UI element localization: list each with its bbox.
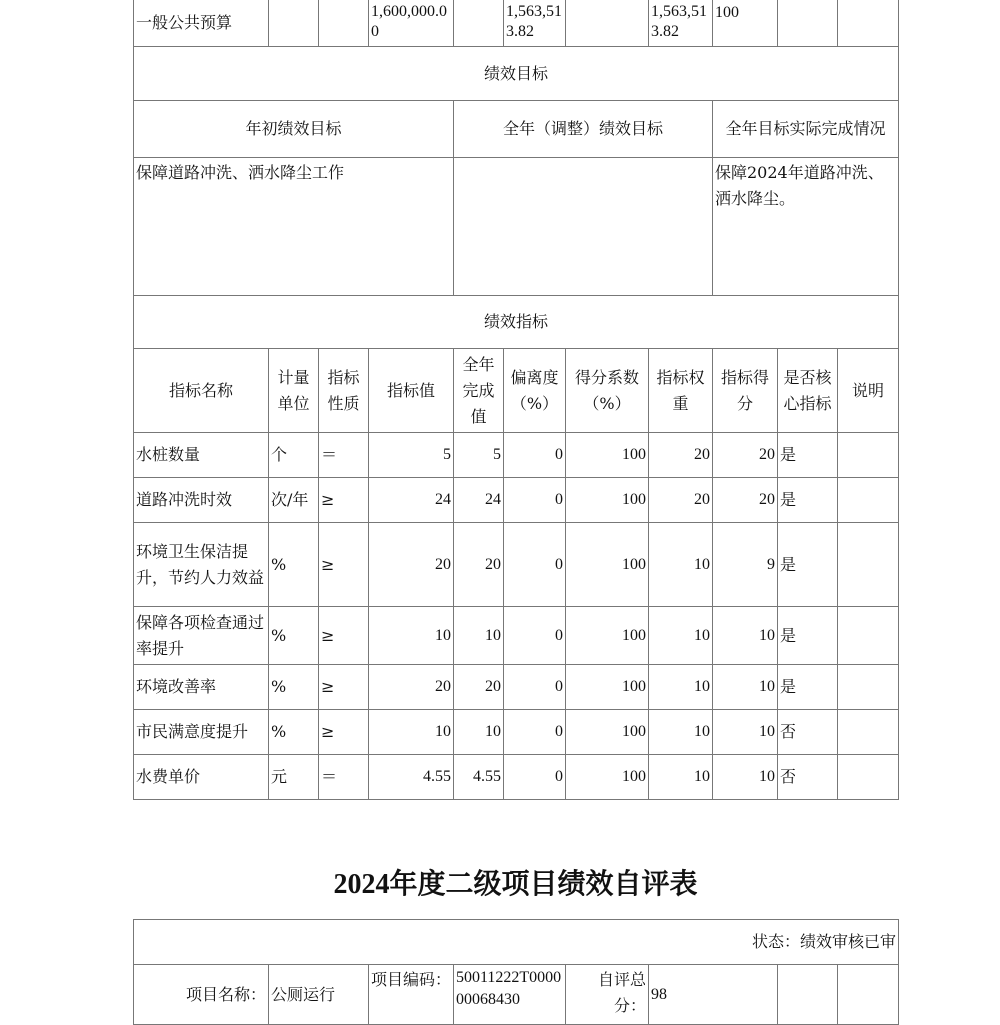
project-name-label: 项目名称： <box>134 965 269 1025</box>
indicator-cell: 10 <box>454 607 504 665</box>
goal-adjusted <box>454 158 713 296</box>
indicator-cell: 环境改善率 <box>134 665 269 710</box>
indicator-section-title: 绩效指标 <box>134 296 899 349</box>
indicator-cell <box>838 478 899 523</box>
score-value: 98 <box>649 965 778 1025</box>
indicator-cell <box>838 755 899 800</box>
project-code-label: 项目编码： <box>369 965 454 1025</box>
indicator-header-cell: 指标值 <box>369 349 454 433</box>
indicator-cell: % <box>269 607 319 665</box>
indicator-cell: 0 <box>504 433 566 478</box>
indicator-cell: 道路冲洗时效 <box>134 478 269 523</box>
indicator-cell: ≥ <box>319 607 369 665</box>
performance-table <box>133 0 899 800</box>
indicator-header-cell: 计量单位 <box>269 349 319 433</box>
indicator-cell: 100 <box>566 478 649 523</box>
indicator-header-cell: 全年完成值 <box>454 349 504 433</box>
self-eval-table <box>133 919 899 1025</box>
indicator-cell: 4.55 <box>454 755 504 800</box>
indicator-header-cell: 说明 <box>838 349 899 433</box>
indicator-cell: 0 <box>504 665 566 710</box>
indicator-cell <box>838 665 899 710</box>
indicator-cell: ≥ <box>319 710 369 755</box>
indicator-cell: % <box>269 665 319 710</box>
indicator-cell: 20 <box>713 433 778 478</box>
indicator-cell: 20 <box>649 433 713 478</box>
indicator-cell: ＝ <box>319 755 369 800</box>
project-code: 50011222T000000068430 <box>454 965 566 1025</box>
indicator-cell <box>838 433 899 478</box>
indicator-cell: 10 <box>713 607 778 665</box>
indicator-cell: 10 <box>369 710 454 755</box>
indicator-cell: 市民满意度提升 <box>134 710 269 755</box>
indicator-cell: 10 <box>713 665 778 710</box>
indicator-header-cell: 指标得分 <box>713 349 778 433</box>
indicator-cell: ≥ <box>319 478 369 523</box>
indicator-cell: 20 <box>649 478 713 523</box>
indicator-cell: 是 <box>778 433 838 478</box>
indicator-cell: 20 <box>454 665 504 710</box>
indicator-cell: 100 <box>566 755 649 800</box>
indicator-cell: 0 <box>504 710 566 755</box>
indicator-cell: 环境卫生保洁提升，节约人力效益 <box>134 523 269 607</box>
indicator-cell: ≥ <box>319 665 369 710</box>
indicator-cell: 24 <box>369 478 454 523</box>
budget-label: 一般公共预算 <box>134 0 269 47</box>
indicator-cell: 10 <box>713 710 778 755</box>
indicator-cell: 0 <box>504 478 566 523</box>
budget-row <box>134 0 899 47</box>
indicator-header-cell: 偏离度（%） <box>504 349 566 433</box>
indicator-cell: 是 <box>778 665 838 710</box>
goal-header-actual: 全年目标实际完成情况 <box>713 101 899 158</box>
indicator-row <box>134 710 899 755</box>
indicator-cell: ＝ <box>319 433 369 478</box>
indicator-row <box>134 433 899 478</box>
goal-header-adjusted: 全年（调整）绩效目标 <box>454 101 713 158</box>
indicator-cell: 10 <box>649 710 713 755</box>
indicator-cell: 次/年 <box>269 478 319 523</box>
indicator-cell: 9 <box>713 523 778 607</box>
indicator-cell: 100 <box>566 665 649 710</box>
indicator-cell: 24 <box>454 478 504 523</box>
indicator-cell: 水费单价 <box>134 755 269 800</box>
perf-goal-title: 绩效目标 <box>134 47 899 101</box>
indicator-cell: 0 <box>504 523 566 607</box>
form-title: 2024年度二级项目绩效自评表 <box>333 869 698 900</box>
indicator-row <box>134 755 899 800</box>
indicator-cell: 水桩数量 <box>134 433 269 478</box>
budget-amount: 1,600,000.00 <box>369 0 454 47</box>
indicator-cell: 10 <box>713 755 778 800</box>
goal-actual: 保障2024年道路冲洗、洒水降尘。 <box>713 158 899 296</box>
indicator-cell <box>838 710 899 755</box>
score-label: 自评总分： <box>566 965 649 1025</box>
indicator-cell: 否 <box>778 755 838 800</box>
budget-rate: 100 <box>713 0 778 47</box>
indicator-cell: % <box>269 710 319 755</box>
indicator-cell: 10 <box>649 755 713 800</box>
indicator-cell: 10 <box>649 607 713 665</box>
indicator-cell: 100 <box>566 523 649 607</box>
indicator-cell: 10 <box>369 607 454 665</box>
indicator-cell: 个 <box>269 433 319 478</box>
indicator-cell: 0 <box>504 607 566 665</box>
indicator-cell: 20 <box>713 478 778 523</box>
indicator-header-cell: 指标名称 <box>134 349 269 433</box>
goal-initial: 保障道路冲洗、洒水降尘工作 <box>134 158 454 296</box>
indicator-header-cell: 得分系数（%） <box>566 349 649 433</box>
budget-executed: 1,563,513.82 <box>649 0 713 47</box>
indicator-cell: 元 <box>269 755 319 800</box>
indicator-cell <box>838 607 899 665</box>
status-text: 状态：绩效审核已审 <box>134 920 899 965</box>
indicator-row <box>134 607 899 665</box>
indicator-row <box>134 523 899 607</box>
indicator-cell: % <box>269 523 319 607</box>
indicator-cell: ≥ <box>319 523 369 607</box>
project-name: 公厕运行 <box>269 965 369 1025</box>
indicator-cell: 10 <box>454 710 504 755</box>
indicator-cell: 100 <box>566 710 649 755</box>
indicator-row <box>134 665 899 710</box>
indicator-header-cell: 指标权重 <box>649 349 713 433</box>
indicator-cell: 5 <box>454 433 504 478</box>
indicator-cell: 否 <box>778 710 838 755</box>
indicator-cell: 10 <box>649 665 713 710</box>
goal-header-initial: 年初绩效目标 <box>134 101 454 158</box>
indicator-cell: 是 <box>778 607 838 665</box>
indicator-header-cell: 是否核心指标 <box>778 349 838 433</box>
indicator-cell: 5 <box>369 433 454 478</box>
indicator-cell: 是 <box>778 523 838 607</box>
indicator-cell: 100 <box>566 607 649 665</box>
indicator-cell: 0 <box>504 755 566 800</box>
indicator-row <box>134 478 899 523</box>
indicator-cell: 4.55 <box>369 755 454 800</box>
indicator-cell: 100 <box>566 433 649 478</box>
indicator-header-row <box>134 349 899 433</box>
indicator-cell: 保障各项检查通过率提升 <box>134 607 269 665</box>
indicator-cell: 20 <box>369 523 454 607</box>
indicator-cell: 10 <box>649 523 713 607</box>
indicator-cell: 是 <box>778 478 838 523</box>
indicator-cell: 20 <box>454 523 504 607</box>
indicator-header-cell: 指标性质 <box>319 349 369 433</box>
indicator-cell: 20 <box>369 665 454 710</box>
budget-adjusted: 1,563,513.82 <box>504 0 566 47</box>
indicator-cell <box>838 523 899 607</box>
